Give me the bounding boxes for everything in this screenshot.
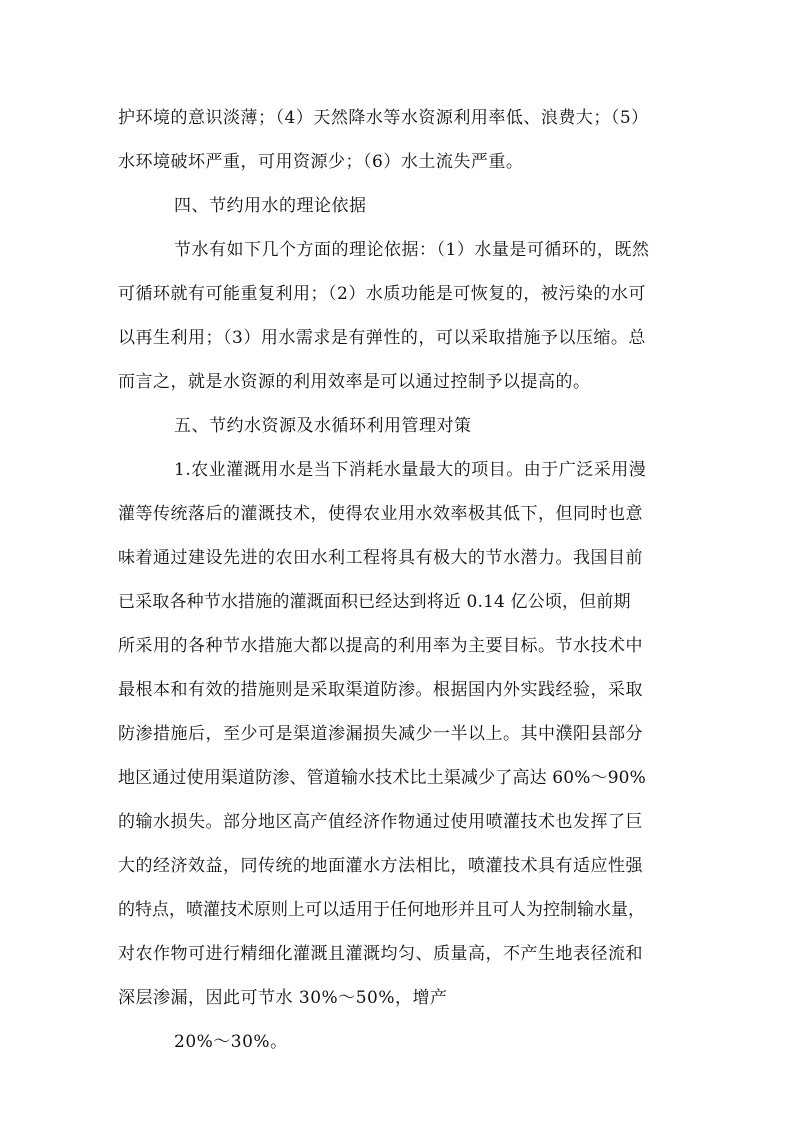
text-line: 护环境的意识淡薄；（4）天然降水等水资源利用率低、浪费大；（5） <box>118 108 649 128</box>
text-line: 灌等传统落后的灌溉技术，使得农业用水效率极其低下，但同时也意 <box>118 504 643 524</box>
text-line: 的输水损失。部分地区高产值经济作物通过使用喷灌技术也发挥了巨 <box>118 812 643 832</box>
text-line: 而言之，就是水资源的利用效率是可以通过控制予以提高的。 <box>118 372 591 392</box>
text-line: 可循环就有可能重复利用；（2）水质功能是可恢复的，被污染的水可 <box>118 284 646 304</box>
text-line: 味着通过建设先进的农田水利工程将具有极大的节水潜力。我国目前 <box>118 548 643 568</box>
text-line: 地区通过使用渠道防渗、管道输水技术比土渠减少了高达 60%～90% <box>118 768 646 788</box>
text-line: 防渗措施后，至少可是渠道渗漏损失减少一半以上。其中濮阳县部分 <box>118 724 643 744</box>
text-line: 所采用的各种节水措施大都以提高的利用率为主要目标。节水技术中 <box>118 636 643 656</box>
section-heading: 五、节约水资源及水循环利用管理对策 <box>174 416 472 436</box>
text-line: 大的经济效益，同传统的地面灌水方法相比，喷灌技术具有适应性强 <box>118 856 643 876</box>
text-line: 水环境破坏严重，可用资源少；（6）水土流失严重。 <box>118 152 524 172</box>
text-line: 的特点，喷灌技术原则上可以适用于任何地形并且可人为控制输水量， <box>118 900 645 920</box>
text-line: 深层渗漏，因此可节水 30%～50%，增产 <box>118 988 448 1008</box>
text-line: 最根本和有效的措施则是采取渠道防渗。根据国内外实践经验，采取 <box>118 680 643 700</box>
text-line: 对农作物可进行精细化灌溉且灌溉均匀、质量高，不产生地表径流和 <box>118 944 643 964</box>
text-line: 节水有如下几个方面的理论依据：（1）水量是可循环的，既然 <box>174 240 650 260</box>
text-line: 20%～30%。 <box>174 1032 288 1052</box>
text-line: 以再生利用；（3）用水需求是有弹性的，可以采取措施予以压缩。总 <box>118 328 646 348</box>
text-line: 1.农业灌溉用水是当下消耗水量最大的项目。由于广泛采用漫 <box>174 460 647 480</box>
section-heading: 四、节约用水的理论依据 <box>174 196 367 216</box>
text-line: 已采取各种节水措施的灌溉面积已经达到将近 0.14 亿公顷，但前期 <box>118 592 631 612</box>
